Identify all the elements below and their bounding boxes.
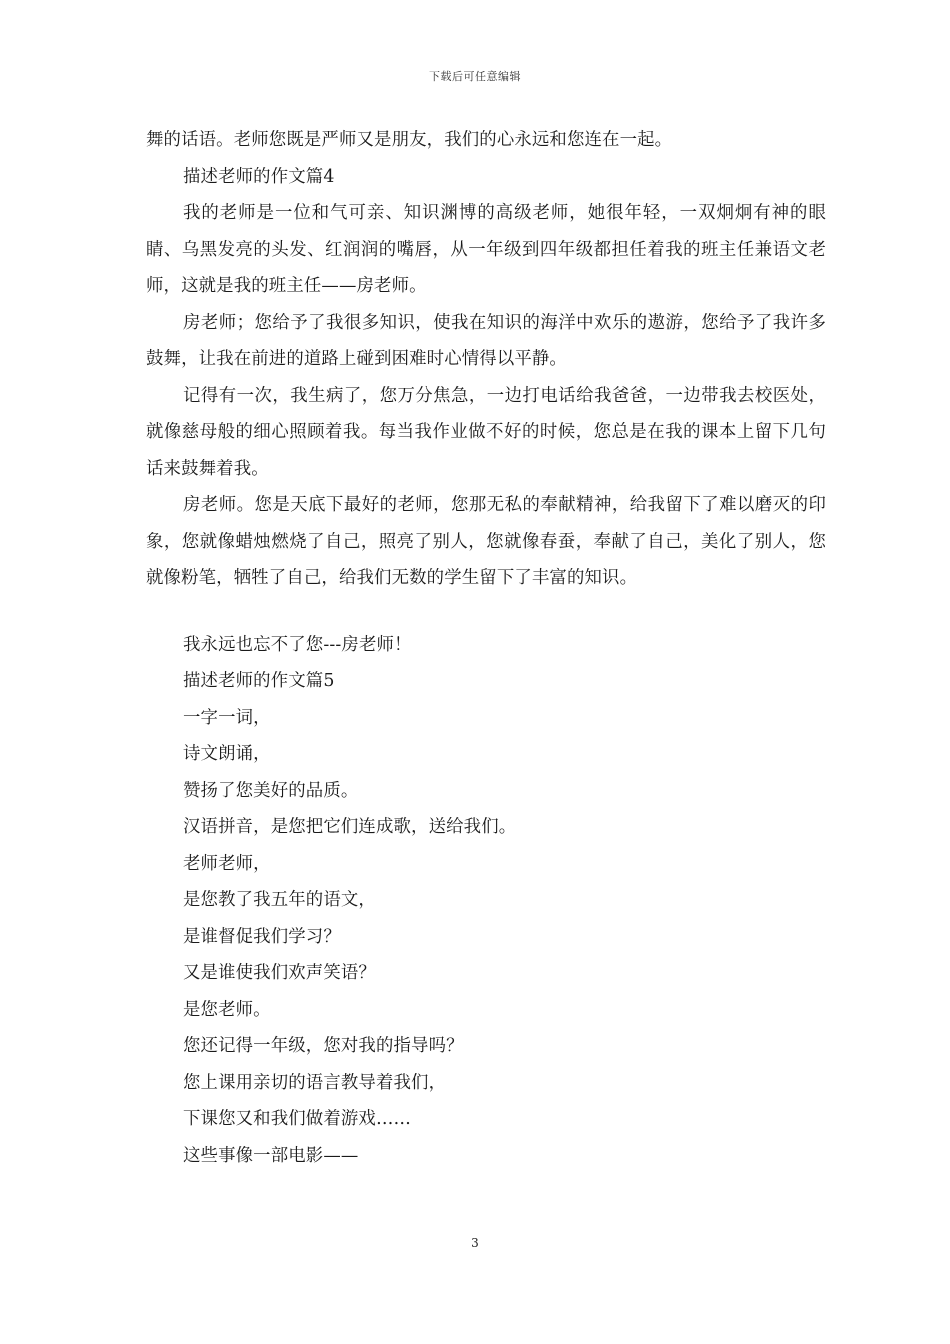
poem-line: 是您老师。 bbox=[183, 999, 271, 1020]
document-body bbox=[146, 122, 826, 1174]
paragraph: 舞的话语。老师您既是严师又是朋友，我们的心永远和您连在一起。 bbox=[146, 130, 673, 150]
poem-line: 您还记得一年级，您对我的指导吗？ bbox=[183, 1036, 464, 1056]
poem-line: 诗文朗诵， bbox=[183, 744, 271, 764]
paragraph: 房老师。您是天底下最好的老师，您那无私的奉献精神，给我留下了难以磨灭的印象，您就像蜡烛燃烧了自己，照亮了别人，您就像春蚕，奉献了自己，美化了别人，您就像粉笔，牺牲了自己，给我们无数的学生留下了丰富的知识。 bbox=[146, 495, 826, 588]
poem-line: 一字一词， bbox=[183, 707, 271, 728]
paragraph: 记得有一次，我生病了，您万分焦急，一边打电话给我爸爸，一边带我去校医处，就像慈母般的细心照顾着我。每当我作业做不好的时候，您总是在我的课本上留下几句话来鼓舞着我。 bbox=[146, 385, 826, 479]
paragraph: 我的老师是一位和气可亲、知识渊博的高级老师，她很年轻，一双炯炯有神的眼睛、乌黑发亮的头发、红润润的嘴唇，从一年级到四年级都担任着我的班主任兼语文老师，这就是我的班主任——房老师。 bbox=[146, 203, 826, 296]
poem-line: 又是谁使我们欢声笑语？ bbox=[183, 963, 376, 983]
page-number: 3 bbox=[471, 1236, 479, 1250]
poem-line: 您上课用亲切的语言教导着我们， bbox=[183, 1072, 447, 1093]
poem-line: 我永远也忘不了您---房老师！ bbox=[183, 634, 412, 655]
paragraph-gap bbox=[146, 597, 826, 627]
paragraph: 房老师；您给予了我很多知识，使我在知识的海洋中欢乐的遨游，您给予了我许多鼓舞，让我在前进的道路上碰到困难时心情得以平静。 bbox=[146, 312, 826, 369]
poem-line: 是谁督促我们学习？ bbox=[183, 926, 341, 947]
section-heading: 描述老师的作文篇5 bbox=[183, 671, 335, 691]
poem-line: 老师老师， bbox=[183, 853, 271, 874]
poem-line: 这些事像一部电影—— bbox=[183, 1145, 359, 1166]
page-header: 下载后可任意编辑 bbox=[429, 70, 521, 83]
poem-line: 是您教了我五年的语文， bbox=[183, 890, 376, 910]
section-heading: 描述老师的作文篇4 bbox=[183, 166, 335, 187]
poem-line: 下课您又和我们做着游戏…… bbox=[183, 1109, 412, 1129]
poem-line: 汉语拼音，是您把它们连成歌，送给我们。 bbox=[183, 817, 517, 837]
poem-line: 赞扬了您美好的品质。 bbox=[183, 780, 359, 801]
